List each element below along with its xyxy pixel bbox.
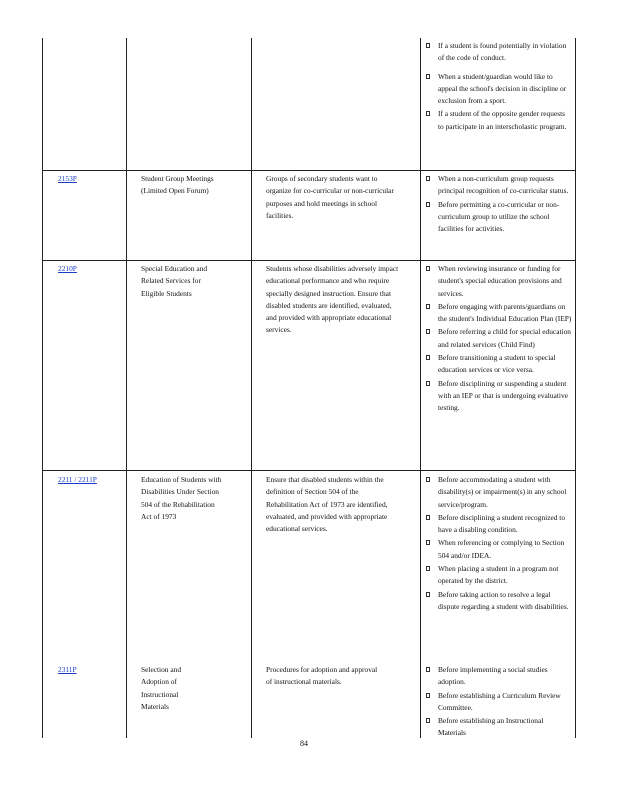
row-1-title: Student Group Meetings (Limited Open Forum) xyxy=(141,174,214,196)
list-item: Before disciplining or suspending a student with an IEP or that is undergoing evaluative testing. xyxy=(424,378,572,415)
checkbox-bullet-icon xyxy=(426,592,430,597)
list-item: When a student/guardian would like to appeal the school's decision in discipline or exclusion from a sport. xyxy=(424,71,572,108)
checkbox-bullet-icon xyxy=(426,718,430,723)
checkbox-bullet-icon xyxy=(426,304,430,309)
list-item: Before taking action to resolve a legal dispute regarding a student with disabilities. xyxy=(424,589,572,614)
row-3-code[interactable] xyxy=(58,474,124,486)
checkbox-bullet-icon xyxy=(426,266,430,271)
row-4-title: Selection and Adoption of Instructional Materials xyxy=(141,665,182,711)
list-item: When a non-curriculum group requests principal recognition of co-curricular status. xyxy=(424,173,572,198)
checkbox-bullet-icon xyxy=(426,477,430,482)
checkbox-bullet-icon xyxy=(426,329,430,334)
policy-link-2153p[interactable]: 2153P xyxy=(58,174,77,183)
policy-link-2311p[interactable]: 2311P xyxy=(58,665,77,674)
row-2-bullets xyxy=(424,263,572,416)
row-0-bullets xyxy=(424,40,572,134)
list-item: When placing a student in a program not operated by the district. xyxy=(424,563,572,588)
checkbox-bullet-icon xyxy=(426,355,430,360)
list-item: If a student of the opposite gender requests to participate in an interscholastic program. xyxy=(424,108,572,133)
list-item: Before permitting a co-curricular or non-curriculum group to utilize the school facilities for activities. xyxy=(424,199,572,236)
policy-link-2210p[interactable]: 2210P xyxy=(58,264,77,273)
checkbox-bullet-icon xyxy=(426,566,430,571)
row-4-bullets xyxy=(424,664,572,741)
list-item: When reviewing insurance or funding for student's special education provisions and services. xyxy=(424,263,572,300)
row-3-bullets xyxy=(424,474,572,614)
row-separator xyxy=(42,170,576,171)
list-item: Before transitioning a student to special education services or vice versa. xyxy=(424,352,572,377)
checkbox-bullet-icon xyxy=(426,202,430,207)
page-number: 84 xyxy=(300,739,308,748)
row-separator xyxy=(42,470,576,471)
list-item: Before establishing a Curriculum Review Committee. xyxy=(424,690,572,715)
checkbox-bullet-icon xyxy=(426,111,430,116)
list-item: If a student is found potentially in violation of the code of conduct. xyxy=(424,40,572,65)
policy-link-2211[interactable]: 2211 / 2211P xyxy=(58,475,97,484)
checkbox-bullet-icon xyxy=(426,74,430,79)
list-item: Before accommodating a student with disability(s) or impairment(s) in any school service/program. xyxy=(424,474,572,511)
checkbox-bullet-icon xyxy=(426,693,430,698)
table-border-col3 xyxy=(251,38,252,738)
row-1-bullets xyxy=(424,173,572,236)
checkbox-bullet-icon xyxy=(426,43,430,48)
row-4-description: Procedures for adoption and approval of instructional materials. xyxy=(266,665,378,687)
row-3-description: Ensure that disabled students within the definition of Section 504 of the Rehabilitation Act of 1973 are identified, evaluated, and provided with appropriate educational services. xyxy=(266,475,388,534)
row-1-description: Groups of secondary students want to organize for co-curricular or non-curricular purposes and hold meetings in school facilities. xyxy=(266,174,394,220)
list-item: Before implementing a social studies adoption. xyxy=(424,664,572,689)
row-2-description: Students whose disabilities adversely impact educational performance and who require specially designed instruction. Ensure that disabled students are identified, evaluated, and provided with appropriate educational services. xyxy=(266,264,399,335)
row-4-code[interactable] xyxy=(58,664,122,676)
list-item: When referencing or complying to Section 504 and/or IDEA. xyxy=(424,537,572,562)
checkbox-bullet-icon xyxy=(426,540,430,545)
list-item: Before referring a child for special education and related services (Child Find) xyxy=(424,326,572,351)
list-item: Before establishing an Instructional Materials xyxy=(424,715,572,740)
table-border-col2 xyxy=(126,38,127,738)
checkbox-bullet-icon xyxy=(426,176,430,181)
table-border-col4 xyxy=(420,38,421,738)
table-border-right xyxy=(575,38,576,738)
list-item: Before engaging with parents/guardians on the student's Individual Education Plan (IEP) xyxy=(424,301,572,326)
row-1-code[interactable] xyxy=(58,173,122,185)
row-3-title: Education of Students with Disabilities Under Section 504 of the Rehabilitation Act of 1973 xyxy=(141,475,222,521)
table-border-left xyxy=(42,38,43,738)
checkbox-bullet-icon xyxy=(426,515,430,520)
checkbox-bullet-icon xyxy=(426,667,430,672)
row-2-title: Special Education and Related Services for Eligible Students xyxy=(141,264,208,298)
row-2-code[interactable] xyxy=(58,263,122,275)
checkbox-bullet-icon xyxy=(426,381,430,386)
row-separator xyxy=(42,260,576,261)
list-item: Before disciplining a student recognized to have a disabling condition. xyxy=(424,512,572,537)
